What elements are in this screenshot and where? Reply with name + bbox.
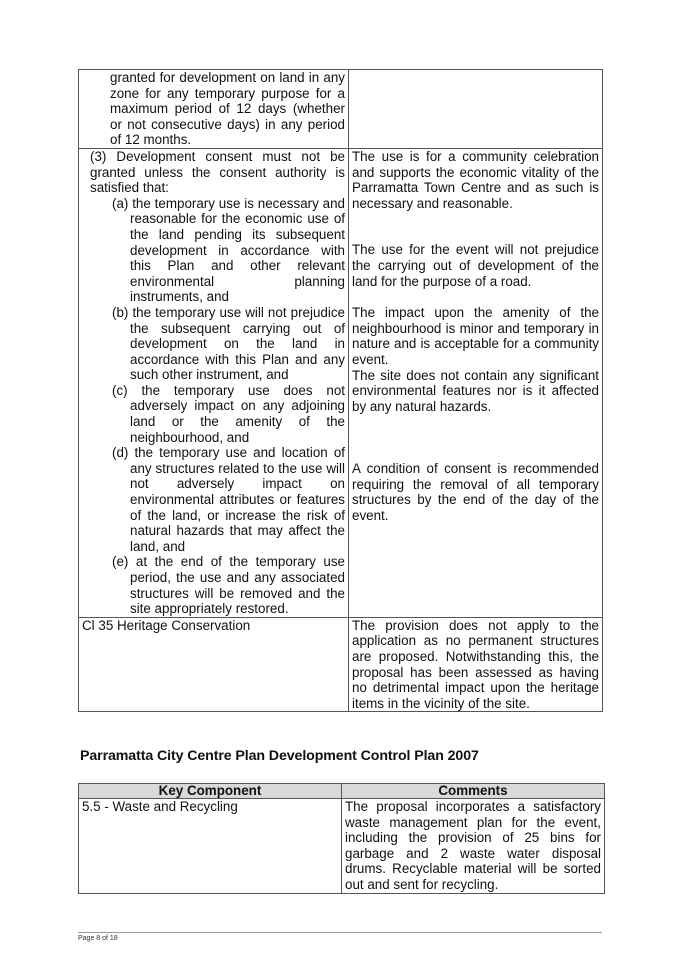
table-header-row [79,784,605,799]
table-cell [79,70,349,149]
table-row [79,148,603,617]
condition-b: (b) the temporary use will not prejudice the subsequent carrying out of development on the land in accordance with this Plan and any such other instrument, and [112,304,345,383]
condition-e: (e) at the end of the temporary use period, the use and any associated structures will be removed and the site appropriately restored. [112,554,345,617]
comment-cell: The proposal incorporates a satisfactory waste management plan for the event, including the provision of 25 bins for garbage and 2 waste water disposal drums. Recyclable material will be sorted out and sent for recycling. [342,799,605,894]
condition-c: (c) the temporary use does not adversely impact on any adjoining land or the amenity of the neighbourhood, and [112,382,345,445]
section-title: Parramatta City Centre Plan Development Control Plan 2007 [80,748,479,764]
comment-c2: The site does not contain any significant environmental features nor is it affected by any natural hazards. [352,367,599,414]
dcp-compliance-table [78,783,605,894]
table-row [79,799,605,894]
table-cell [349,617,603,712]
table-row [79,617,603,712]
table-cell [79,617,349,712]
condition-d: (d) the temporary use and location of any structures related to the use will not adversely impact on environmental attributes or features of the land, or increase the risk of natural hazards that may affect the land, and [112,445,345,554]
clause-text: granted for development on land in any zone for any temporary purpose for a maximum period of 12 days (whether or not consecutive days) in any period of 12 months. [110,70,345,148]
table-row [79,70,603,149]
comment-text: The provision does not apply to the application as no permanent structures are proposed. Notwithstanding this, the proposal has been assessed as having no detrimental impact upon the heritage items in the vicinity of the site. [352,617,599,711]
table-cell [349,70,603,149]
key-component-cell: 5.5 - Waste and Recycling [79,799,342,894]
page-number: Page 8 of 18 [78,935,118,942]
condition-a: (a) the temporary use is necessary and reasonable for the economic use of the land pending its subsequent development in accordance with this Plan and other relevant environmental planning instruments, and [112,195,345,305]
clause-heading: Cl 35 Heritage Conservation [82,617,251,633]
column-header-key-component: Key Component [79,784,342,799]
comment-b: The use for the event will not prejudice the carrying out of development of the land for the purpose of a road. [352,242,599,289]
table-cell [79,148,349,617]
comment-a: The use is for a community celebration and supports the economic vitality of the Parramatta Town Centre and as such is necessary and reasonable. [352,148,599,211]
footer-divider [78,932,602,933]
clause-intro: (3) Development consent must not be granted unless the consent authority is satisfied that: [90,148,345,196]
comment-d: A condition of consent is recommended requiring the removal of all temporary structures by the end of the day of the event. [352,461,599,524]
column-header-comments: Comments [342,784,605,799]
table-cell [349,148,603,617]
lep-compliance-table [78,69,603,712]
comment-c: The impact upon the amenity of the neighbourhood is minor and temporary in nature and is acceptable for a community event. [352,305,599,367]
